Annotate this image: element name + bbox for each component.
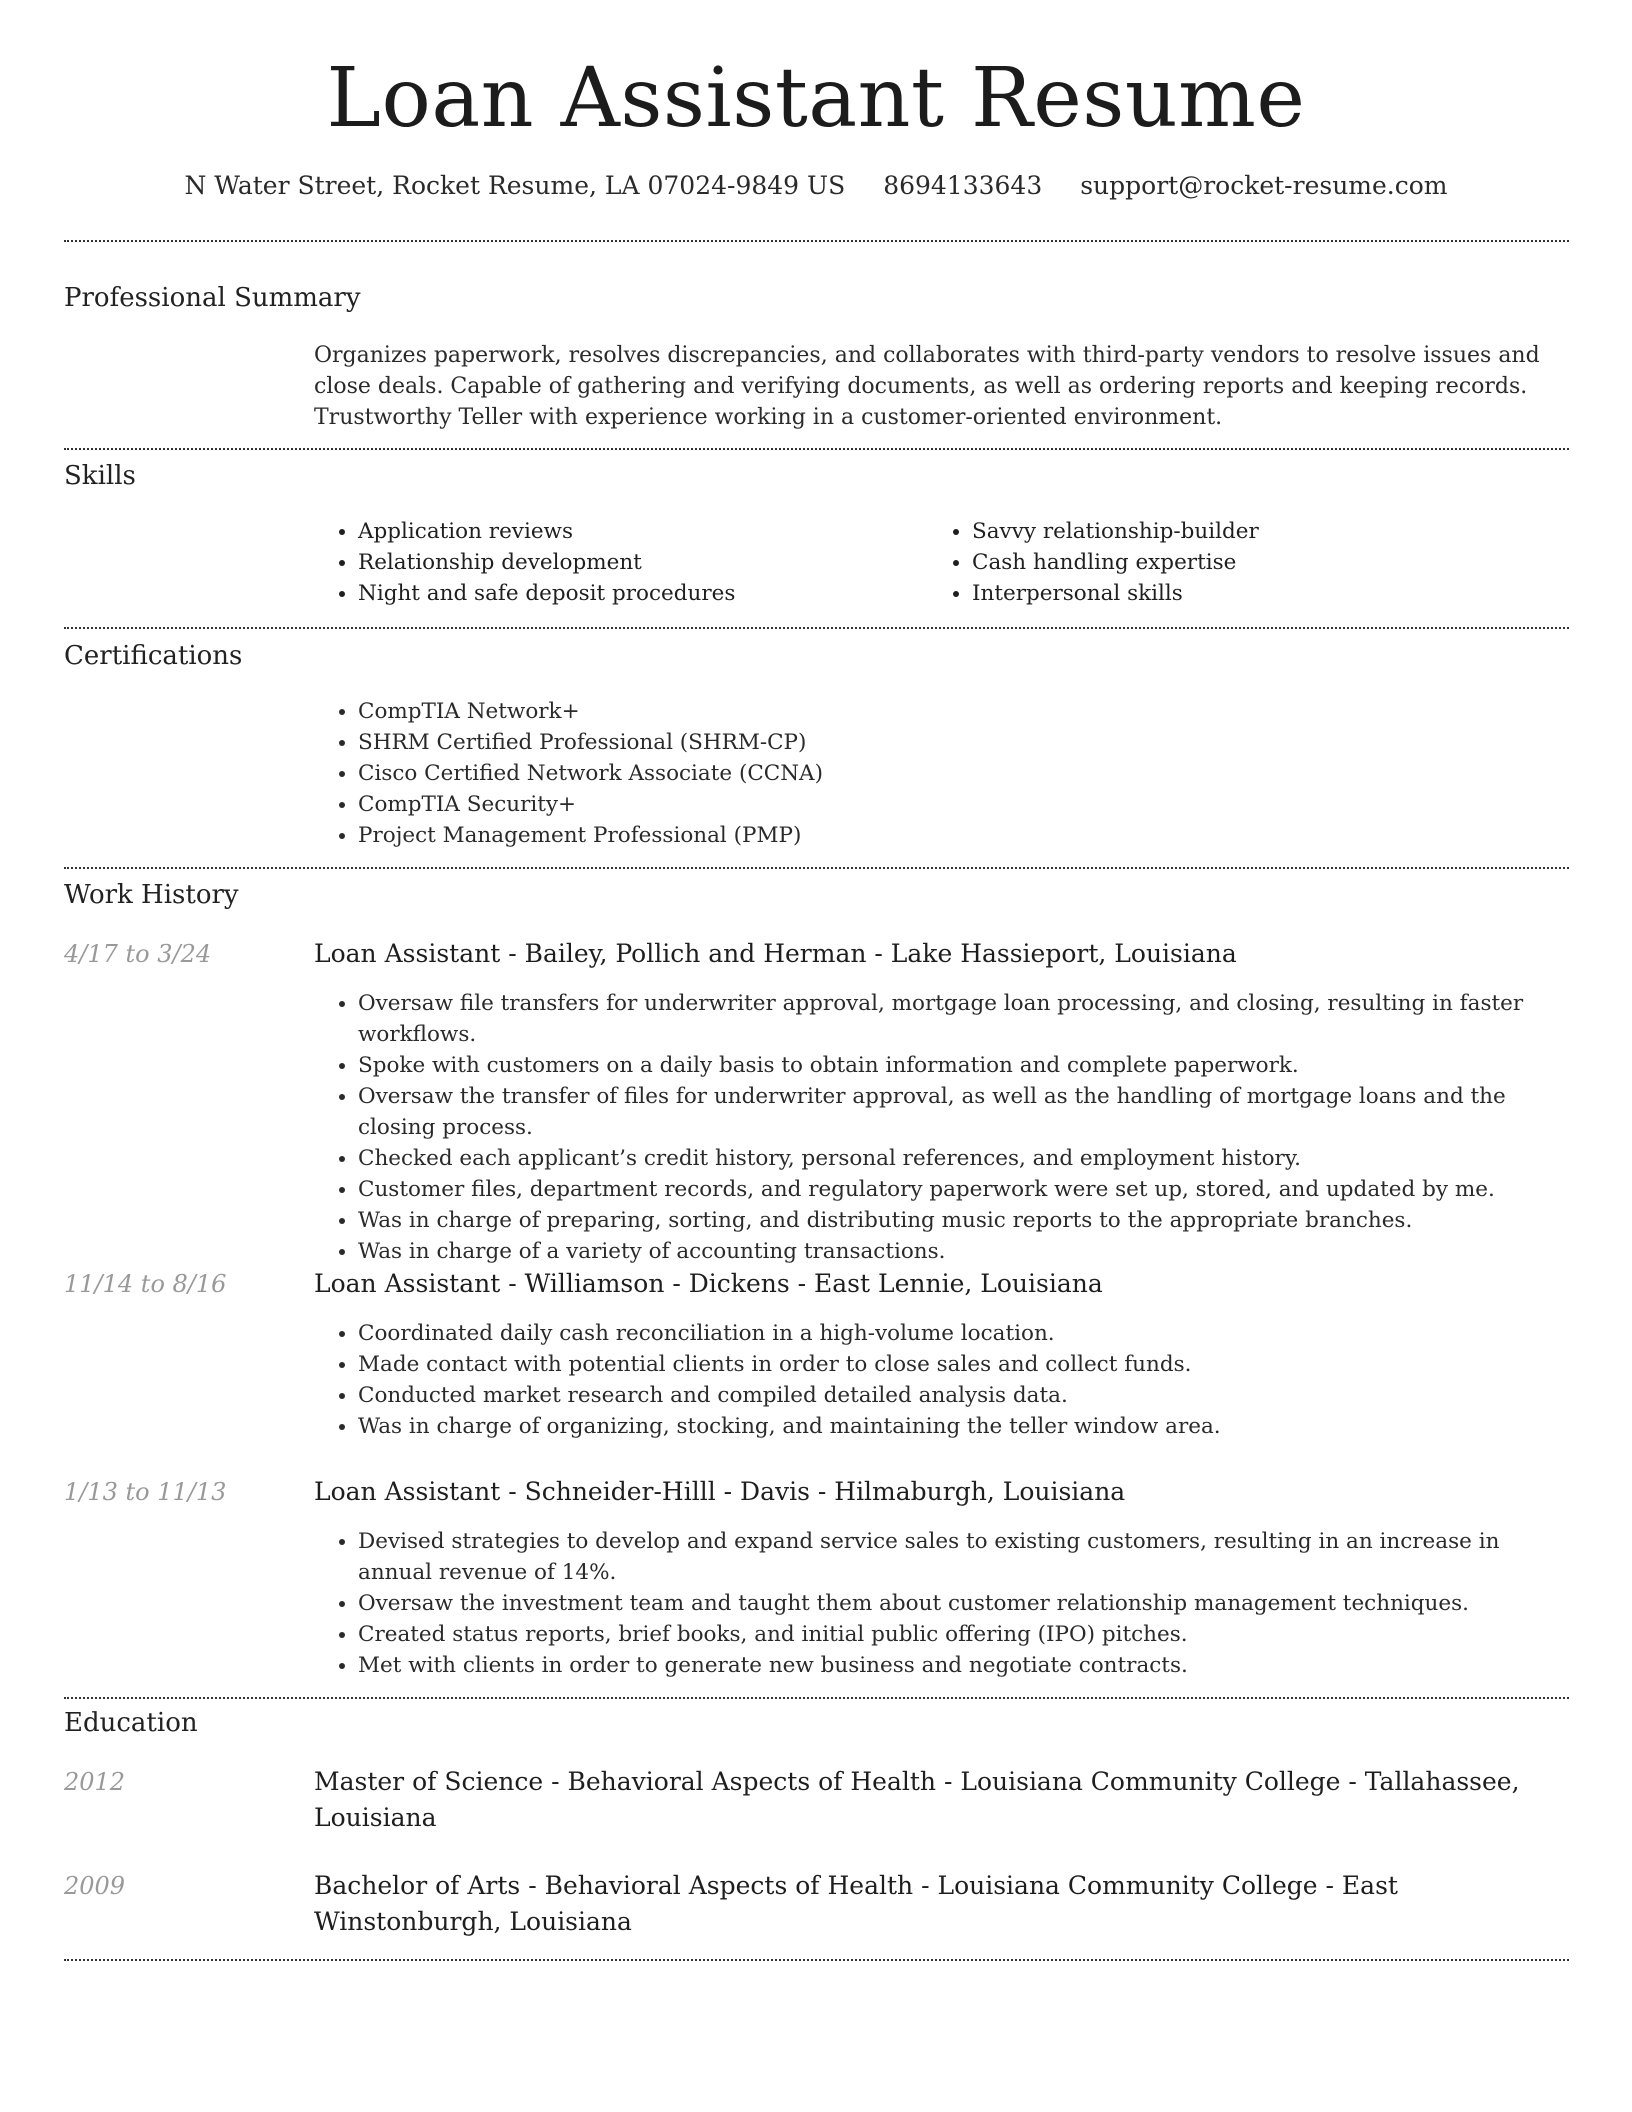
job-bullet: • Oversaw the transfer of files for underwriter approval, as well as the handling of mortgage loans and the closing process. [358, 1081, 1569, 1143]
divider [64, 1697, 1569, 1699]
certification-item: • Project Management Professional (PMP) [358, 820, 1569, 851]
certification-item: • SHRM Certified Professional (SHRM-CP) [358, 727, 1569, 758]
job-bullet: • Oversaw the investment team and taught them about customer relationship management techniques. [358, 1588, 1569, 1619]
job-bullet: • Customer files, department records, and regulatory paperwork were set up, stored, and updated by me. [358, 1174, 1569, 1205]
divider [64, 240, 1569, 242]
contact-email: support@rocket-resume.com [1080, 171, 1448, 200]
job-bullet: • Coordinated daily cash reconciliation in a high-volume location. [358, 1318, 1569, 1349]
job-bullet: • Spoke with customers on a daily basis to obtain information and complete paperwork. [358, 1050, 1569, 1081]
job-dates: 4/17 to 3/24 [64, 940, 212, 968]
certification-item: • CompTIA Network+ [358, 696, 1569, 727]
skill-item: • Interpersonal skills [972, 578, 1528, 609]
job-bullets [314, 1318, 1569, 1442]
job-dates: 11/14 to 8/16 [64, 1270, 227, 1298]
certification-item: • Cisco Certified Network Associate (CCNA) [358, 758, 1569, 789]
job-bullets [314, 988, 1569, 1267]
job-bullet: • Created status reports, brief books, and initial public offering (IPO) pitches. [358, 1619, 1569, 1650]
education-heading: Education [64, 1708, 198, 1738]
job-bullet: • Was in charge of preparing, sorting, and distributing music reports to the appropriate branches. [358, 1205, 1569, 1236]
certifications-heading: Certifications [64, 641, 243, 671]
job-dates: 1/13 to 11/13 [64, 1478, 227, 1506]
skill-item: • Application reviews [358, 516, 914, 547]
job-bullet: • Met with clients in order to generate new business and negotiate contracts. [358, 1650, 1569, 1681]
contact-line [0, 170, 1632, 203]
skill-item: • Cash handling expertise [972, 547, 1528, 578]
summary-text: Organizes paperwork, resolves discrepancies, and collaborates with third-party vendors to resolve issues and close deals. Capable of gathering and verifying documents, as well as ordering reports and keeping records. Trustworthy Teller with experience working in a customer-oriented environment. [314, 343, 1540, 430]
skill-item: • Night and safe deposit procedures [358, 578, 914, 609]
education-year: 2012 [64, 1768, 126, 1796]
education-title: Bachelor of Arts - Behavioral Aspects of Health - Louisiana Community College - East Winstonburgh, Louisiana [314, 1871, 1398, 1936]
summary-heading: Professional Summary [64, 283, 361, 313]
job-bullets [314, 1526, 1569, 1681]
job-bullet: • Checked each applicant’s credit history, personal references, and employment history. [358, 1143, 1569, 1174]
education-year: 2009 [64, 1872, 126, 1900]
certification-item: • CompTIA Security+ [358, 789, 1569, 820]
skills-heading: Skills [64, 461, 136, 491]
divider [64, 1959, 1569, 1961]
skills-left-column [314, 516, 914, 609]
job-bullet: • Conducted market research and compiled detailed analysis data. [358, 1380, 1569, 1411]
certifications-list [314, 696, 1569, 851]
job-bullet: • Was in charge of organizing, stocking, and maintaining the teller window area. [358, 1411, 1569, 1442]
job-bullet: • Made contact with potential clients in order to close sales and collect funds. [358, 1349, 1569, 1380]
job-title: Loan Assistant - Bailey, Pollich and Herman - Lake Hassieport, Louisiana [314, 939, 1237, 968]
divider [64, 867, 1569, 869]
page-title: Loan Assistant Resume [326, 51, 1306, 146]
skill-item: • Savvy relationship-builder [972, 516, 1528, 547]
skills-right-column [928, 516, 1528, 609]
job-bullet: • Devised strategies to develop and expand service sales to existing customers, resulting in an increase in annual revenue of 14%. [358, 1526, 1569, 1588]
work-history-heading: Work History [64, 880, 239, 910]
education-title: Master of Science - Behavioral Aspects of Health - Louisiana Community College - Tallahassee, Louisiana [314, 1767, 1520, 1832]
skill-item: • Relationship development [358, 547, 914, 578]
contact-address: N Water Street, Rocket Resume, LA 07024-9849 US [184, 171, 846, 200]
job-bullet: • Oversaw file transfers for underwriter approval, mortgage loan processing, and closing, resulting in faster workflows. [358, 988, 1569, 1050]
divider [64, 448, 1569, 450]
job-title: Loan Assistant - Schneider-Hilll - Davis - Hilmaburgh, Louisiana [314, 1477, 1126, 1506]
contact-phone: 8694133643 [883, 171, 1043, 200]
job-title: Loan Assistant - Williamson - Dickens - East Lennie, Louisiana [314, 1269, 1103, 1298]
job-bullet: • Was in charge of a variety of accounting transactions. [358, 1236, 1569, 1267]
divider [64, 627, 1569, 629]
